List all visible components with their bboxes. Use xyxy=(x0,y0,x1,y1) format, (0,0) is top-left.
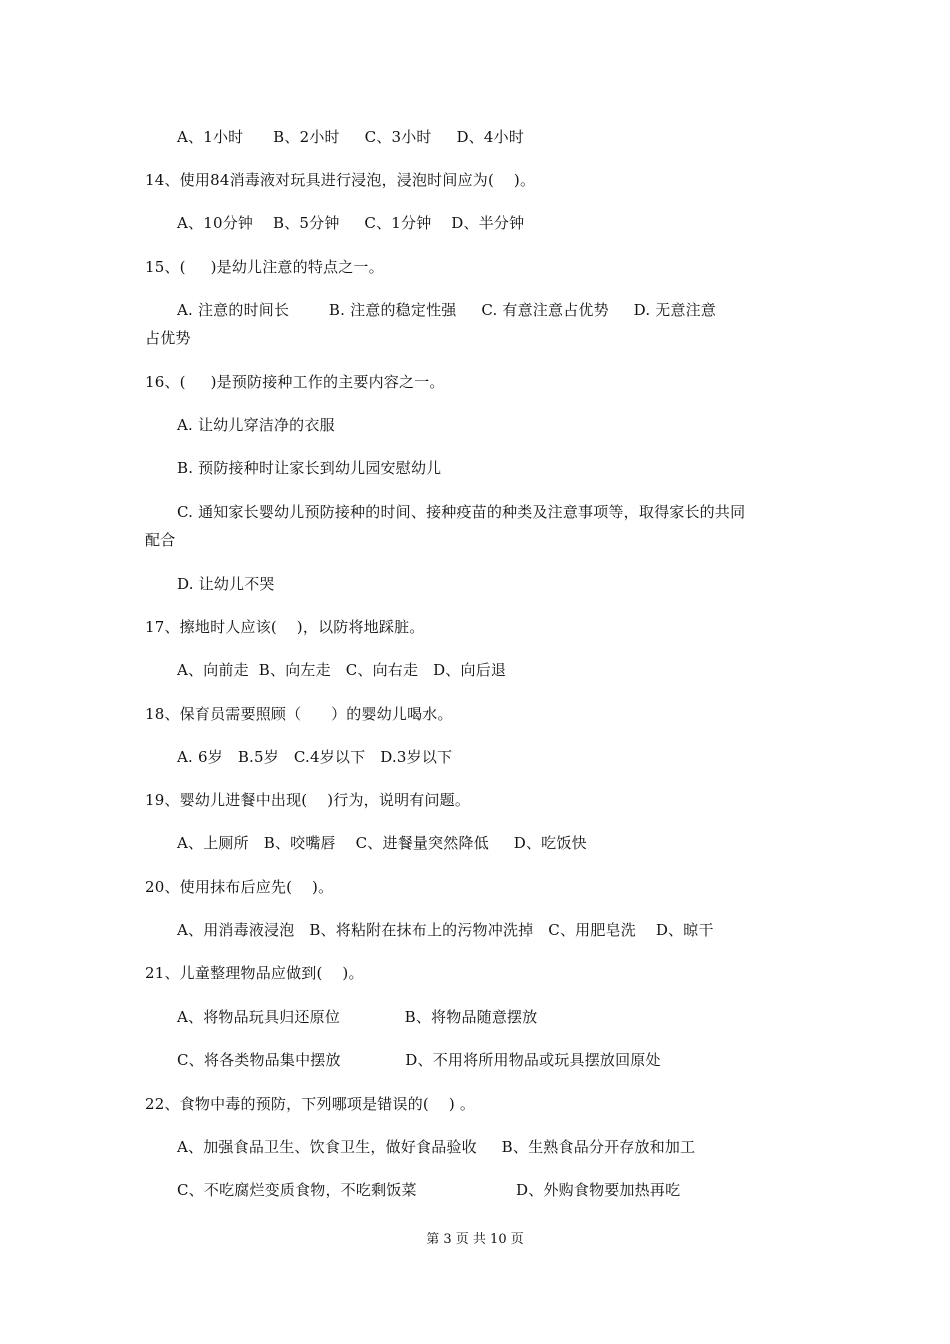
q17-options: A、向前走 B、向左走 C、向右走 D、向后退 xyxy=(177,661,507,679)
q14-options: A、10分钟 B、5分钟 C、1分钟 D、半分钟 xyxy=(177,214,525,232)
q18-options: A. 6岁 B.5岁 C.4岁以下 D.3岁以下 xyxy=(177,748,453,766)
q19-options: A、上厕所 B、咬嘴唇 C、进餐量突然降低 D、吃饭快 xyxy=(177,834,587,852)
q16-option-b: B. 预防接种时让家长到幼儿园安慰幼儿 xyxy=(177,459,442,477)
q14-question: 14、使用84消毒液对玩具进行浸泡，浸泡时间应为( )。 xyxy=(145,171,536,189)
q16-option-c-cont: 配合 xyxy=(145,531,176,549)
q21-options-cd: C、将各类物品集中摆放 D、不用将所用物品或玩具摆放回原处 xyxy=(177,1051,661,1069)
q17-question: 17、擦地时人应该( )，以防将地踩脏。 xyxy=(145,618,425,636)
q15-options-cont: 占优势 xyxy=(145,329,191,347)
q21-question: 21、儿童整理物品应做到( )。 xyxy=(145,964,364,982)
q15-question: 15、( )是幼儿注意的特点之一。 xyxy=(145,258,384,276)
q20-options: A、用消毒液浸泡 B、将粘附在抹布上的污物冲洗掉 C、用肥皂洗 D、晾干 xyxy=(177,921,714,939)
q20-question: 20、使用抹布后应先( )。 xyxy=(145,878,334,896)
q22-question: 22、食物中毒的预防，下列哪项是错误的( ) 。 xyxy=(145,1095,476,1113)
q22-options-ab: A、加强食品卫生、饮食卫生，做好食品验收 B、生熟食品分开存放和加工 xyxy=(177,1138,696,1156)
page-footer: 第 3 页 共 10 页 xyxy=(426,1232,524,1247)
q15-options: A. 注意的时间长 B. 注意的稳定性强 C. 有意注意占优势 D. 无意注意 xyxy=(177,301,717,319)
q21-options-ab: A、将物品玩具归还原位 B、将物品随意摆放 xyxy=(177,1008,538,1026)
q16-question: 16、( )是预防接种工作的主要内容之一。 xyxy=(145,373,445,391)
q22-options-cd: C、不吃腐烂变质食物，不吃剩饭菜 D、外购食物要加热再吃 xyxy=(177,1181,681,1199)
q13-options: A、1小时 B、2小时 C、3小时 D、4小时 xyxy=(177,128,525,146)
q19-question: 19、婴幼儿进餐中出现( )行为，说明有问题。 xyxy=(145,791,471,809)
q16-option-c: C. 通知家长婴幼儿预防接种的时间、接种疫苗的种类及注意事项等，取得家长的共同 xyxy=(177,503,746,521)
q18-question: 18、保育员需要照顾（ ）的婴幼儿喝水。 xyxy=(145,705,453,723)
q16-option-a: A. 让幼儿穿洁净的衣服 xyxy=(177,416,335,434)
q16-option-d: D. 让幼儿不哭 xyxy=(177,575,275,593)
